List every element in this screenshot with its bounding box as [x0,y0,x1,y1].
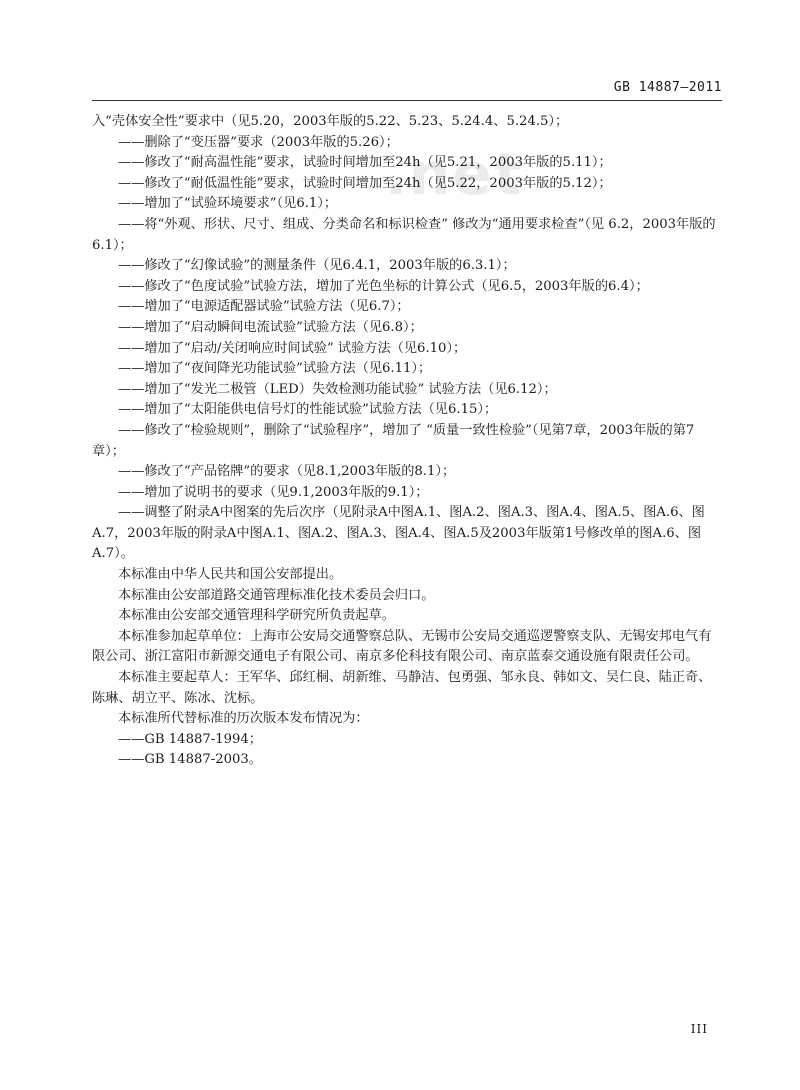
paragraph: ——增加了“启动/关闭响应时间试验” 试验方法（见6.10）； [118,340,467,356]
paragraph: 本标准参加起草单位：上海市公安局交通警察总队、无锡市公安局交通巡逻警察支队、无锡安邦电气有限公司、浙江富阳市新源交通电子有限公司、南京多伦科技有限公司、南京蓝泰交通设施有限责任公司。 [92,628,712,665]
page-number: III [690,1022,708,1036]
paragraph: 本标准所代替标准的历次版本发布情况为： [118,711,369,727]
paragraph: ——修改了“检验规则”，删除了“试验程序”，增加了 “质量一致性检验”（见第7章，2003年版的第7章）； [92,422,695,459]
paragraph: ——修改了“耐低温性能”要求，试验时间增加至24h（见5.22，2003年版的5.12）； [118,175,612,191]
paragraph: ——增加了“启动瞬间电流试验”试验方法（见6.8）； [118,319,423,335]
paragraph: 本标准主要起草人：王军华、邱红桐、胡新维、马静洁、包勇强、邹永良、韩如文、吴仁良、陆正奇、陈琳、胡立平、陈冰、沈标。 [92,670,712,706]
paragraph: ——修改了“幻像试验”的测量条件（见6.4.1，2003年版的6.3.1）； [118,258,516,274]
paragraph: ——GB 14887-1994； [118,731,262,747]
paragraph: ——调整了附录A中图案的先后次序（见附录A中图A.1、图A.2、图A.3、图A.4、图A.5、图A.6、图A.7，2003年版的附录A中图A.1、图A.2、图A.3、图A.4、图A.5及2003年版第1号修改单的图A.6、图A.7）。 [92,505,705,562]
paragraph: ——增加了说明书的要求（见9.1,2003年版的9.1）； [118,484,429,500]
header-standard-code: GB 14887—2011 [613,80,722,95]
paragraph: ——增加了“夜间降光功能试验”试验方法（见6.11）； [118,361,432,377]
header-rule [92,100,722,101]
paragraph: 入“壳体安全性”要求中（见5.20，2003年版的5.22、5.23、5.24.4、5.24.5）； [92,114,569,129]
paragraph: ——增加了“电源适配器试验”试验方法（见6.7）； [118,299,410,315]
paragraph: ——修改了“色度试验”试验方法，增加了光色坐标的计算公式（见6.5，2003年版的6.4）； [118,278,649,294]
paragraph: 本标准由中华人民共和国公安部提出。 [118,567,343,583]
document-body [92,112,722,771]
paragraph: 本标准由公安部交通管理科学研究所负责起草。 [118,608,395,624]
paragraph: ——修改了“耐高温性能”要求，试验时间增加至24h（见5.21，2003年版的5.11）； [118,155,612,171]
paragraph: ——增加了“太阳能供电信号灯的性能试验”试验方法（见6.15）； [118,402,498,418]
paragraph: ——删除了“变压器”要求（2003年版的5.26）； [118,134,399,150]
paragraph: 本标准由公安部道路交通管理标准化技术委员会归口。 [118,587,435,603]
paragraph: ——修改了“产品铭牌”的要求（见8.1,2003年版的8.1）； [118,464,456,480]
paragraph: ——增加了“发光二极管（LED）失效检测功能试验” 试验方法（见6.12）； [118,381,557,397]
paragraph: ——将“外观、形状、尺寸、组成、分类命名和标识检查” 修改为“通用要求检查”（见 6.2，2003年版的6.1）； [92,216,716,253]
paragraph: ——增加了“试验环境要求”（见6.1）； [118,196,338,212]
watermark: .net [385,140,524,208]
paragraph: ——GB 14887-2003。 [118,752,262,768]
